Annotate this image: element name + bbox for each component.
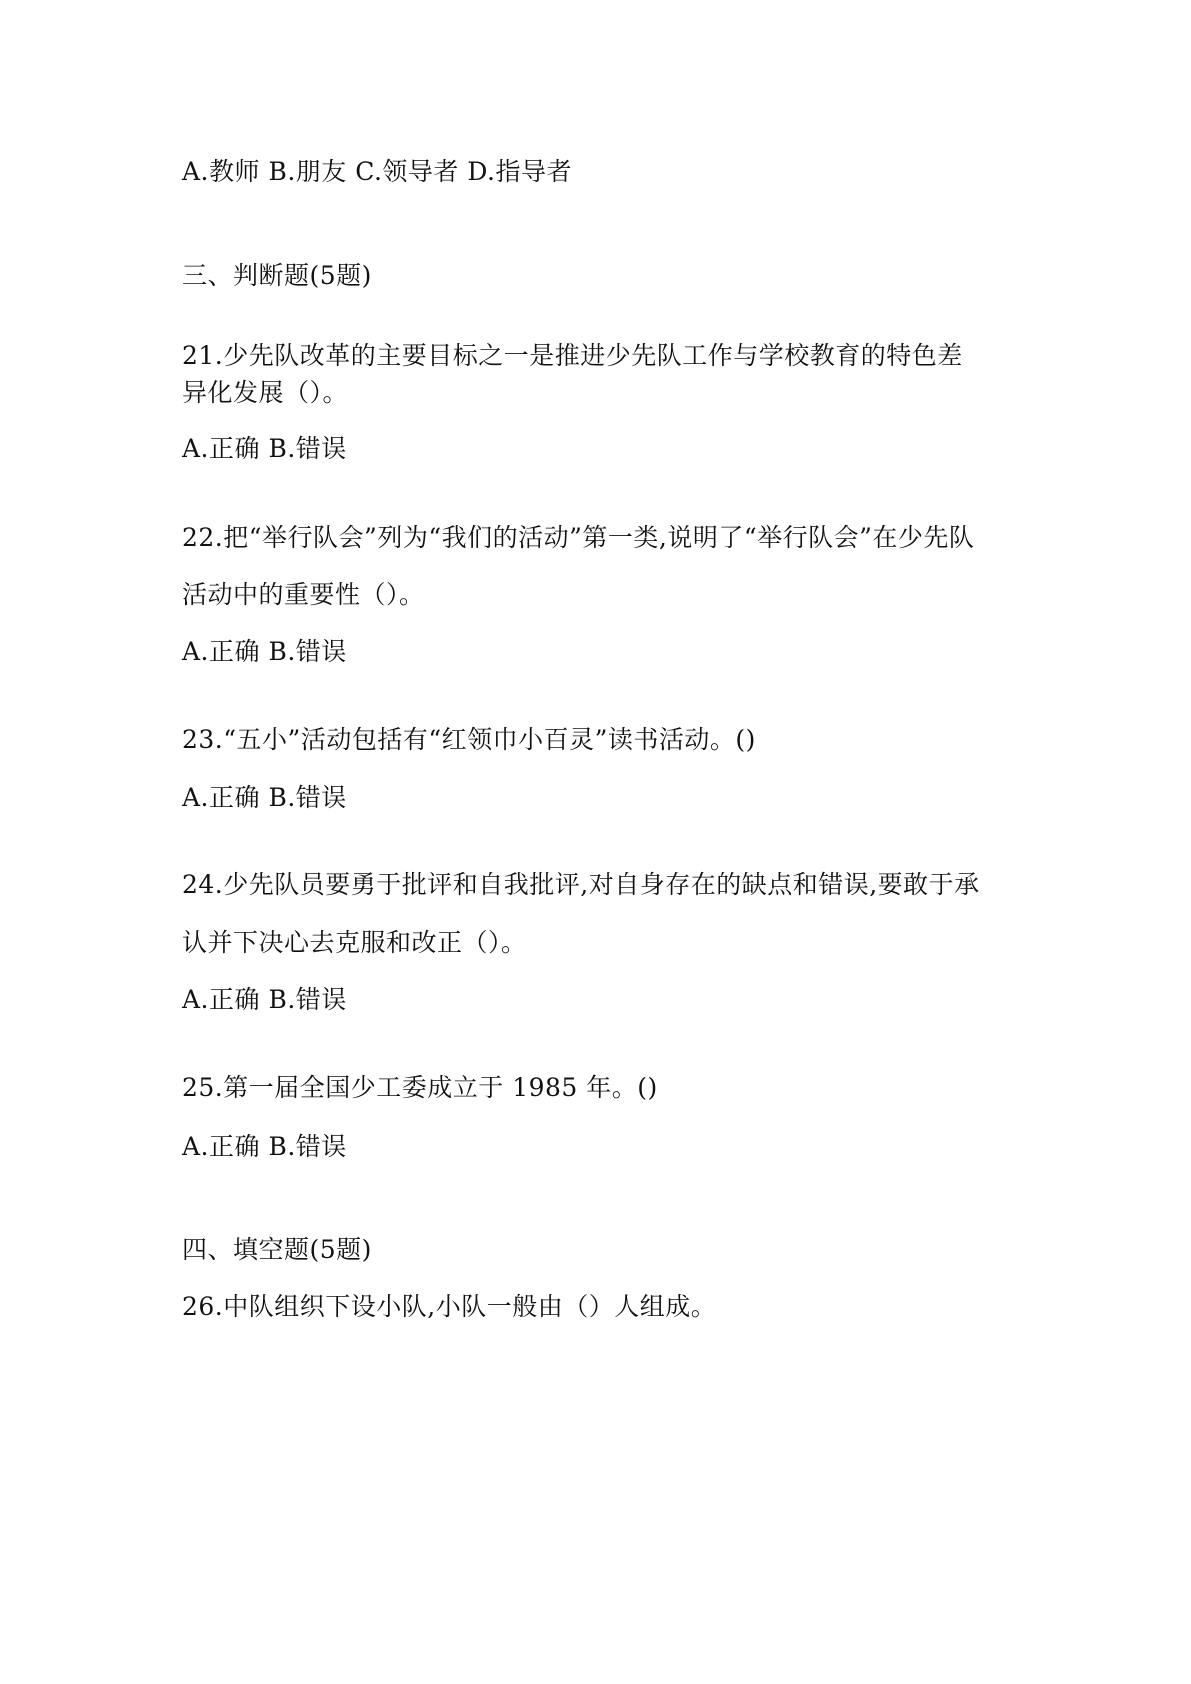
question-25-options: A.正确 B.错误 <box>182 1132 347 1161</box>
question-22-text-line-2: 活动中的重要性（）。 <box>182 580 425 609</box>
question-24-text-line-2: 认并下决心去克服和改正（）。 <box>182 928 527 957</box>
question-22-text-line-1: 22.把“举行队会”列为“我们的活动”第一类,说明了“举行队会”在少先队 <box>182 523 975 552</box>
question-21-text-line-1: 21.少先队改革的主要目标之一是推进少先队工作与学校教育的特色差 <box>182 341 963 370</box>
question-25-text-line-1: 25.第一届全国少工委成立于 1985 年。() <box>182 1073 658 1102</box>
question-24-text-line-1: 24.少先队员要勇于批评和自我批评,对自身存在的缺点和错误,要敢于承 <box>182 870 980 899</box>
question-22-options: A.正确 B.错误 <box>182 637 347 666</box>
question-21-text-line-2: 异化发展（）。 <box>182 378 349 407</box>
section-3-heading: 三、判断题(5题) <box>182 261 372 290</box>
question-24-options: A.正确 B.错误 <box>182 985 347 1014</box>
question-21-options: A.正确 B.错误 <box>182 434 347 463</box>
question-26-text-line-1: 26.中队组织下设小队,小队一般由（）人组成。 <box>182 1292 717 1321</box>
question-20-options: A.教师 B.朋友 C.领导者 D.指导者 <box>182 157 572 186</box>
section-4-heading: 四、填空题(5题) <box>182 1235 372 1264</box>
question-23-text-line-1: 23.“五小”活动包括有“红领巾小百灵”读书活动。() <box>182 725 756 754</box>
question-23-options: A.正确 B.错误 <box>182 783 347 812</box>
